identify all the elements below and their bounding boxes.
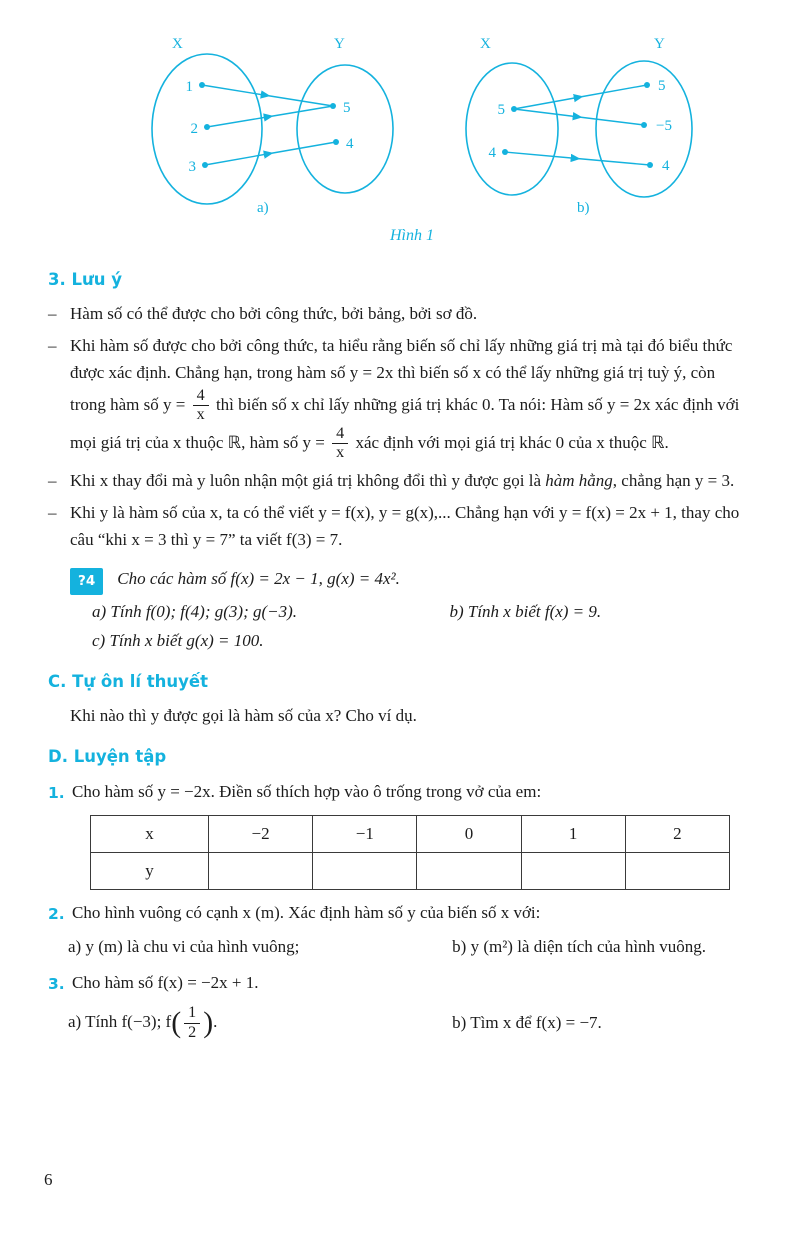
note-bullet-2 bbox=[48, 333, 754, 463]
element-dot bbox=[647, 162, 653, 168]
table-cell: 1 bbox=[521, 816, 625, 853]
note-bullet-2-text: Khi hàm số được cho bởi công thức, ta hiểu rằng biến số chỉ lấy những giá trị mà tại đó biểu thức được xác định. Chẳng hạn, trong hàm số y = 2x thì biến số x có thể lấy những giá trị tuỳ ý, còn trong hàm số y = $\frac{4}{x}$ thì biến số x chỉ lấy những giá trị khác 0. Ta nói: Hàm số y = 2x xác định với mọi giá trị của x thuộc ℝ, hàm số y = $\frac{4}{x}$ xác định với mọi giá trị khác 0 của x thuộc ℝ. bbox=[70, 335, 740, 462]
exercise-2-number: 2. bbox=[48, 905, 65, 924]
right-x-item-4: 4 bbox=[488, 145, 496, 161]
right-y-item-5: 5 bbox=[658, 78, 666, 94]
element-dot bbox=[333, 139, 339, 145]
mapping-arrow-5-to-5 bbox=[514, 85, 647, 109]
left-x-item-3: 3 bbox=[188, 159, 196, 175]
table-row-x bbox=[91, 816, 730, 853]
table-cell-blank[interactable] bbox=[417, 853, 521, 890]
bullet-dash: – bbox=[48, 470, 57, 490]
element-dot bbox=[204, 124, 210, 130]
exercise-3-text: Cho hàm số f(x) = −2x + 1. bbox=[72, 973, 259, 993]
exercise-2-items bbox=[68, 934, 754, 961]
element-dot bbox=[330, 103, 336, 109]
section-3-title: 3. Lưu ý bbox=[48, 270, 123, 289]
right-set-x-ellipse bbox=[466, 63, 558, 195]
exercise-3-item-b: b) Tìm x để f(x) = −7. bbox=[452, 1012, 602, 1032]
question-4-item-a: a) Tính f(0); f(4); g(3); g(−3). bbox=[92, 601, 298, 621]
note-bullet-4 bbox=[48, 500, 754, 554]
diagram-b-label: b) bbox=[577, 200, 590, 216]
page-content bbox=[0, 267, 796, 1042]
left-set-x-label: X bbox=[172, 36, 183, 52]
element-dot bbox=[641, 122, 647, 128]
element-dot bbox=[511, 106, 517, 112]
table-cell-blank[interactable] bbox=[625, 853, 729, 890]
mapping-arrow-1-to-5 bbox=[202, 85, 333, 106]
mapping-arrow-4-to-4 bbox=[505, 152, 650, 165]
table-cell: −1 bbox=[313, 816, 417, 853]
right-set-y-label: Y bbox=[654, 36, 665, 52]
question-4-items-ab bbox=[92, 599, 754, 626]
table-cell-blank[interactable] bbox=[313, 853, 417, 890]
right-y-item-4: 4 bbox=[662, 158, 670, 174]
section-c-body: Khi nào thì y được gọi là hàm số của x? Cho ví dụ. bbox=[70, 705, 417, 725]
note-bullet-1-text: Hàm số có thể được cho bởi công thức, bởi bảng, bởi sơ đồ. bbox=[70, 304, 478, 324]
exercise-1-text: Cho hàm số y = −2x. Điền số thích hợp vào ô trống trong vở của em: bbox=[72, 781, 542, 801]
exercise-2 bbox=[48, 900, 754, 927]
right-y-item-minus5: −5 bbox=[656, 118, 672, 134]
mapping-arrow-5-to-minus5 bbox=[514, 109, 644, 125]
exercise-2-item-a: a) y (m) là chu vi của hình vuông; bbox=[68, 937, 300, 957]
mapping-arrow-2-to-5 bbox=[207, 106, 333, 127]
table-cell: 0 bbox=[417, 816, 521, 853]
exercise-1-number: 1. bbox=[48, 783, 65, 802]
right-x-item-5: 5 bbox=[497, 102, 505, 118]
question-4-statement: Cho các hàm số f(x) = 2x − 1, g(x) = 4x². bbox=[117, 568, 400, 588]
right-set-y-ellipse bbox=[596, 61, 692, 197]
table-row-y bbox=[91, 853, 730, 890]
exercise-3-items bbox=[68, 1004, 754, 1042]
bullet-dash: – bbox=[48, 304, 57, 324]
question-4-item-b: b) Tính x biết f(x) = 9. bbox=[449, 601, 602, 621]
table-cell: y bbox=[91, 853, 209, 890]
exercise-1 bbox=[48, 779, 754, 806]
figure-caption: Hình 1 bbox=[390, 227, 434, 244]
table-cell-blank[interactable] bbox=[209, 853, 313, 890]
element-dot bbox=[644, 82, 650, 88]
note-bullet-1 bbox=[48, 301, 754, 328]
page-number: 6 bbox=[44, 1170, 53, 1189]
element-dot bbox=[502, 149, 508, 155]
element-dot bbox=[202, 162, 208, 168]
left-x-item-1: 1 bbox=[185, 79, 193, 95]
question-4-item-c: c) Tính x biết g(x) = 100. bbox=[92, 630, 264, 650]
right-set-x-label: X bbox=[480, 36, 491, 52]
left-x-item-2: 2 bbox=[190, 121, 198, 137]
mapping-arrow-3-to-4 bbox=[205, 142, 336, 165]
left-set-y-label: Y bbox=[334, 36, 345, 52]
exercise-2-text: Cho hình vuông có cạnh x (m). Xác định hàm số y của biến số x với: bbox=[72, 903, 541, 923]
table-cell-blank[interactable] bbox=[521, 853, 625, 890]
bullet-dash: – bbox=[48, 335, 57, 355]
left-y-item-4: 4 bbox=[346, 136, 354, 152]
exercise-3-item-a: a) Tính f(−3); f( $\frac{1}{2}$ ). bbox=[68, 1004, 218, 1041]
figure-hinh-1 bbox=[52, 34, 796, 253]
left-y-item-5: 5 bbox=[343, 100, 351, 116]
question-4-block bbox=[48, 566, 754, 595]
left-set-y-ellipse bbox=[297, 65, 393, 193]
exercise-3-number: 3. bbox=[48, 975, 65, 994]
element-dot bbox=[199, 82, 205, 88]
note-bullet-4-text: Khi y là hàm số của x, ta có thể viết y = f(x), y = g(x),... Chẳng hạn với y = f(x) = 2x + 1, thay cho câu “khi x = 3 thì y = 7” ta viết f(3) = 7. bbox=[70, 502, 740, 549]
bullet-dash: – bbox=[48, 502, 57, 522]
section-d-title: D. Luyện tập bbox=[48, 746, 167, 766]
fill-in-table bbox=[90, 815, 730, 890]
mapping-diagrams-svg bbox=[52, 34, 742, 248]
table-cell: x bbox=[91, 816, 209, 853]
exercise-3 bbox=[48, 970, 754, 997]
note-bullet-3-text: Khi x thay đổi mà y luôn nhận một giá trị không đổi thì y được gọi là hàm hằng, chẳng hạn y = 3. bbox=[70, 470, 735, 490]
note-bullet-3 bbox=[48, 468, 754, 495]
table-cell: 2 bbox=[625, 816, 729, 853]
diagram-a-label: a) bbox=[257, 200, 269, 216]
table-cell: −2 bbox=[209, 816, 313, 853]
exercise-2-item-b: b) y (m²) là diện tích của hình vuông. bbox=[452, 937, 707, 957]
section-c-title: C. Tự ôn lí thuyết bbox=[48, 671, 208, 691]
question-4-badge: ?4 bbox=[70, 568, 103, 595]
